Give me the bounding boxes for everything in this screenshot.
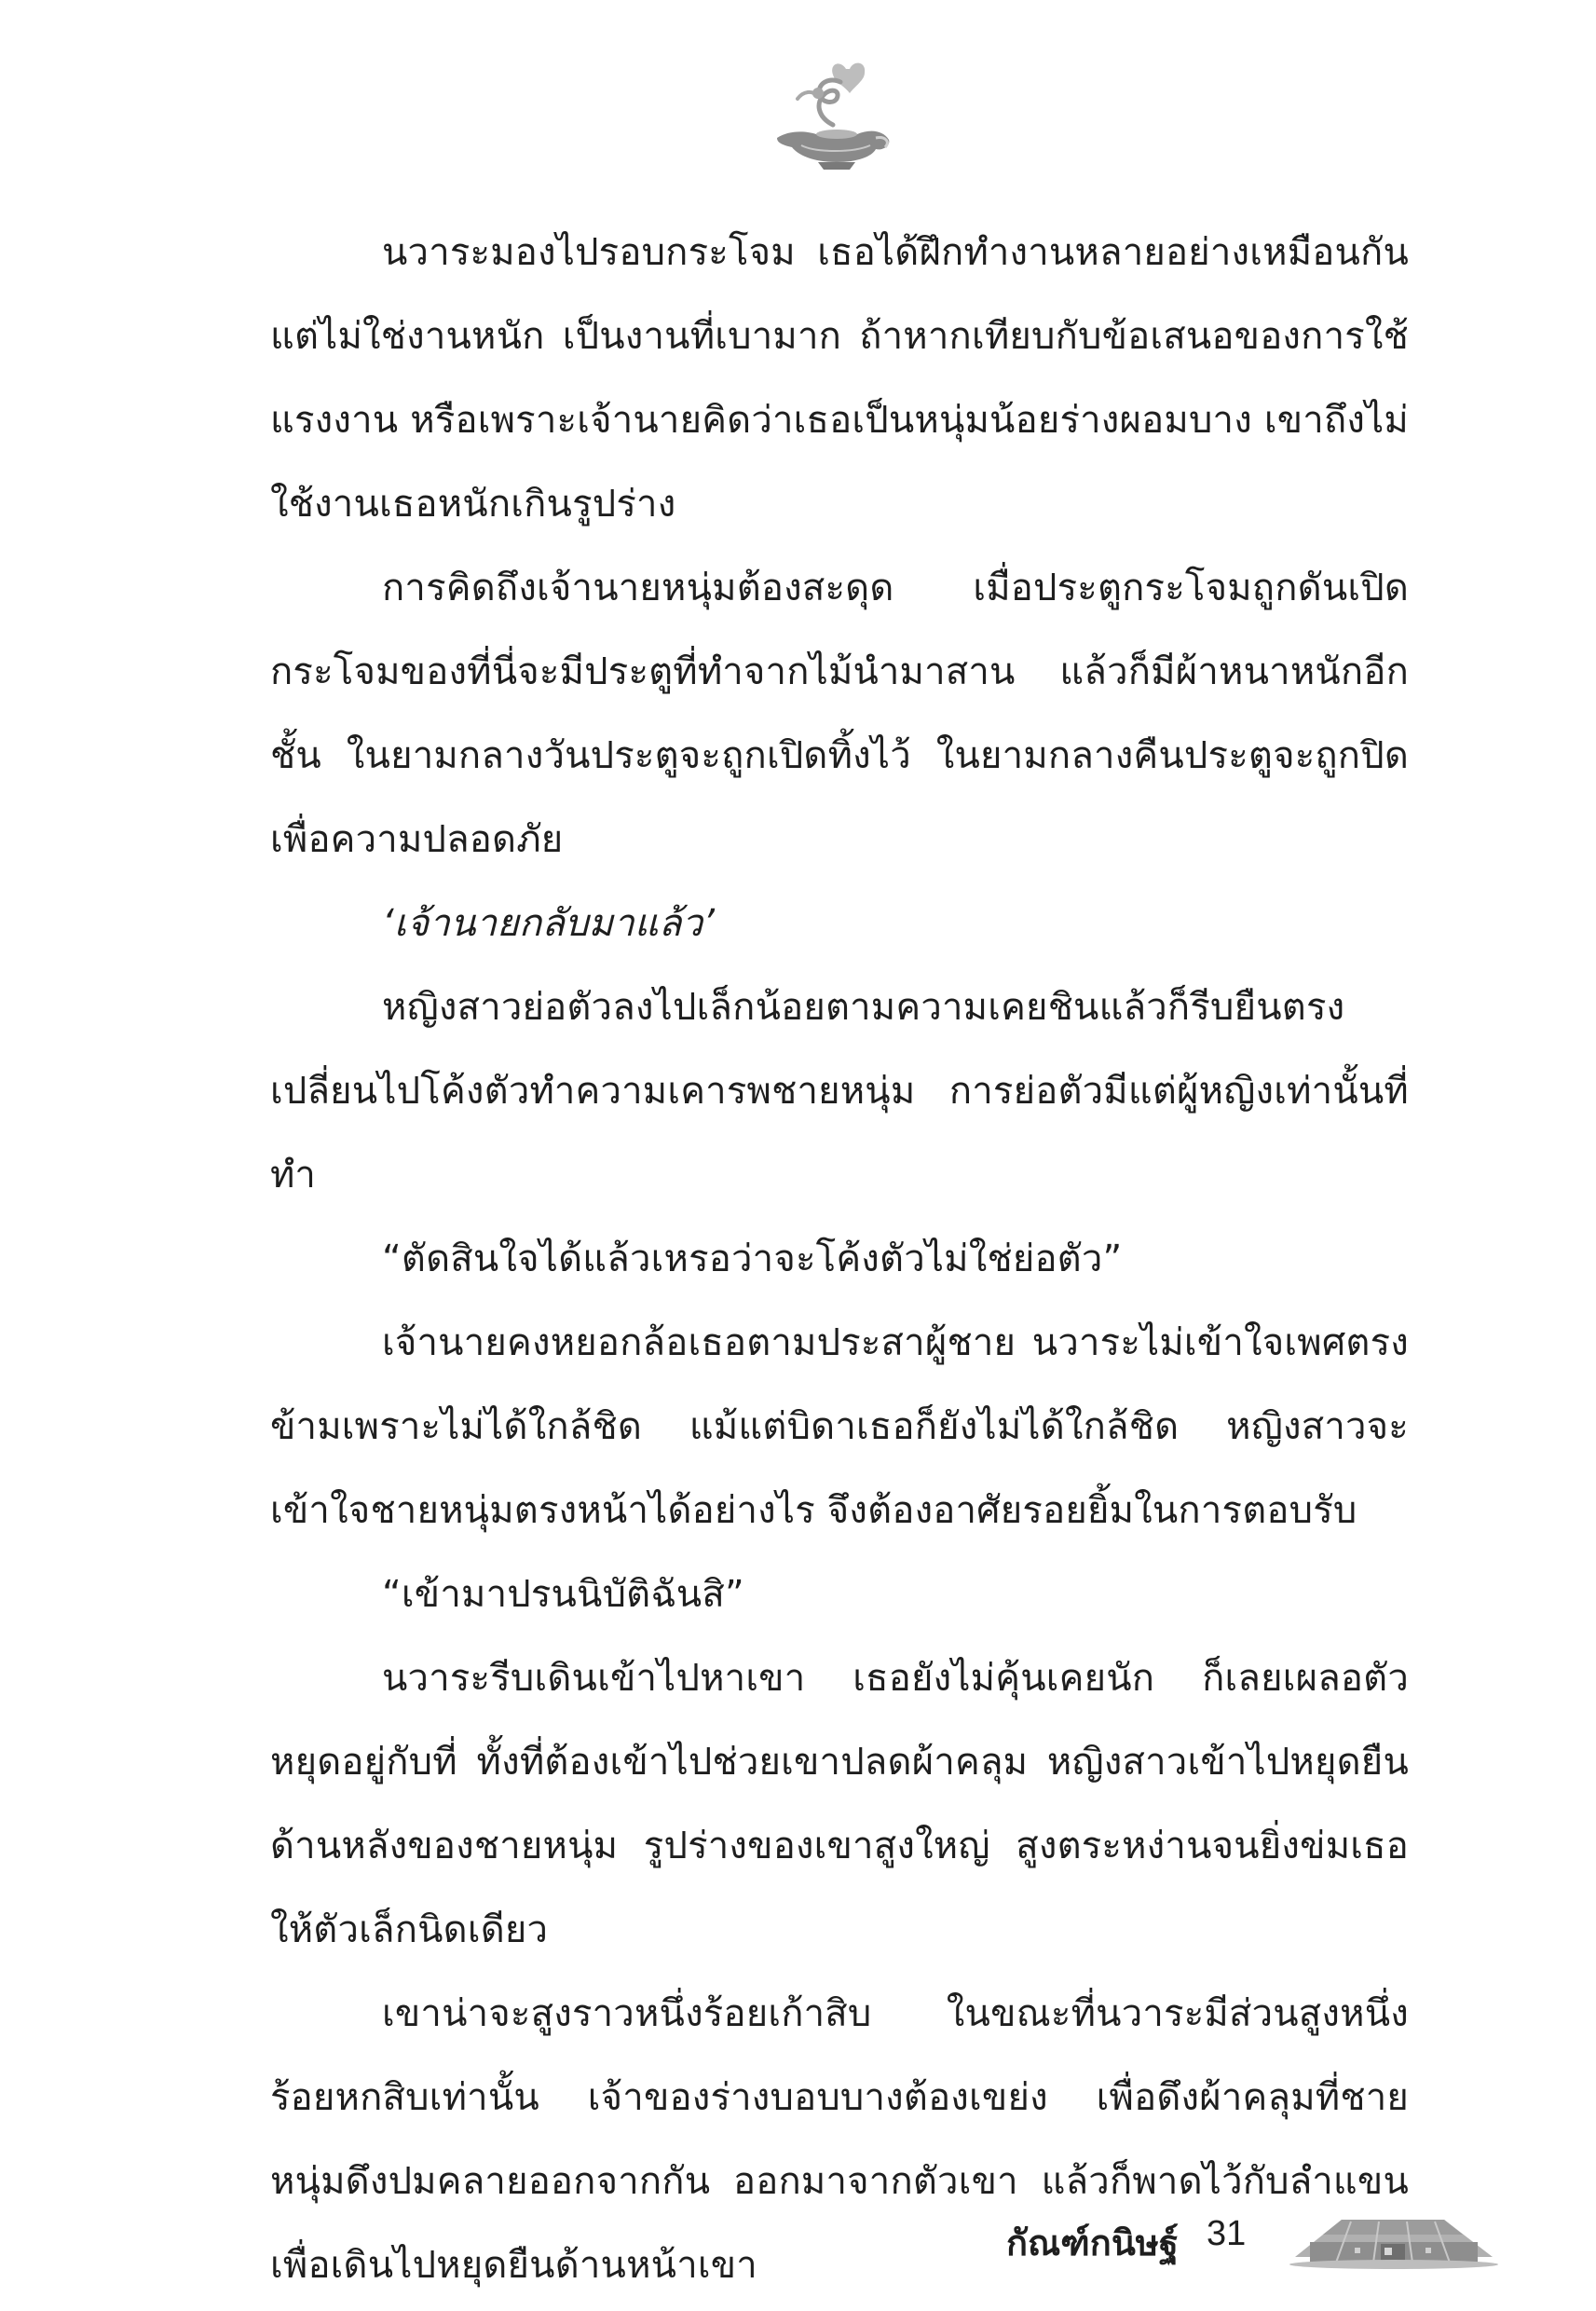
book-title: กัณฑ์กนิษฐ์ <box>1006 2222 1179 2263</box>
paragraph-dialogue: “เข้ามาปรนนิบัติฉันสิ” <box>382 1573 744 1616</box>
genie-lamp-icon <box>760 56 900 177</box>
paragraph: นวาระรีบเดินเข้าไปหาเขา เธอยังไม่คุ้นเคยนัก ก็เลยเผลอตัวหยุดอยู่กับที่ ทั้งที่ต้องเข้าไปช่วยเขาปลดผ้าคลุม หญิงสาวเข้าไปหยุดยืนด้านหลังของชายหนุ่ม รูปร่างของเขาสูงใหญ่ สูงตระหง่านจนยิ่งข่มเธอให้ตัวเล็กนิดเดียว <box>270 1657 1409 1951</box>
paragraph: เขาน่าจะสูงราวหนึ่งร้อยเก้าสิบ ในขณะที่นวาระมีส่วนสูงหนึ่งร้อยหกสิบเท่านั้น เจ้าของร่างบอบบางต้องเขย่ง เพื่อดึงผ้าคลุมที่ชายหนุ่มดึงปมคลายออกจากกัน ออกมาจากตัวเขา แล้วก็พาดไว้กับลำแขนเพื่อเดินไปหยุดยืนด้านหน้าเขา <box>270 1992 1409 2287</box>
page-footer <box>1006 2207 1491 2272</box>
paragraph: นวาระมองไปรอบกระโจม เธอได้ฝึกทำงานหลายอย่างเหมือนกัน แต่ไม่ใช่งานหนัก เป็นงานที่เบามาก ถ้าหากเทียบกับข้อเสนอของการใช้แรงงาน หรือเพราะเจ้านายคิดว่าเธอเป็นหนุ่มน้อยร่างผอมบาง เขาถึงไม่ใช้งานเธอหนักเกินรูปร่าง <box>270 231 1409 526</box>
page-body <box>270 211 1409 2307</box>
page-number: 31 <box>1207 2214 1247 2253</box>
paragraph: เจ้านายคงหยอกล้อเธอตามประสาผู้ชาย นวาระไม่เข้าใจเพศตรงข้ามเพราะไม่ได้ใกล้ชิด แม้แต่บิดาเธอก็ยังไม่ได้ใกล้ชิด หญิงสาวจะเข้าใจชายหนุ่มตรงหน้าได้อย่างไร จึงต้องอาศัยรอยยิ้มในการตอบรับ <box>270 1321 1409 1532</box>
paragraph: การคิดถึงเจ้านายหนุ่มต้องสะดุด เมื่อประตูกระโจมถูกดันเปิด กระโจมของที่นี่จะมีประตูที่ทำจากไม้นำมาสาน แล้วก็มีผ้าหนาหนักอีกชั้น ในยามกลางวันประตูจะถูกเปิดทิ้งไว้ ในยามกลางคืนประตูจะถูกปิดเพื่อความปลอดภัย <box>270 567 1409 861</box>
tent-icon <box>1276 2207 1509 2270</box>
paragraph: หญิงสาวย่อตัวลงไปเล็กน้อยตามความเคยชินแล้วก็รีบยืนตรง เปลี่ยนไปโค้งตัวทำความเคารพชายหนุ่ม การย่อตัวมีแต่ผู้หญิงเท่านั้นที่ทำ <box>270 986 1409 1197</box>
paragraph-dialogue: “ตัดสินใจได้แล้วเหรอว่าจะโค้งตัวไม่ใช่ย่อตัว” <box>382 1238 1123 1280</box>
paragraph-italic-thought: ‘เจ้านายกลับมาแล้ว’ <box>382 902 716 945</box>
